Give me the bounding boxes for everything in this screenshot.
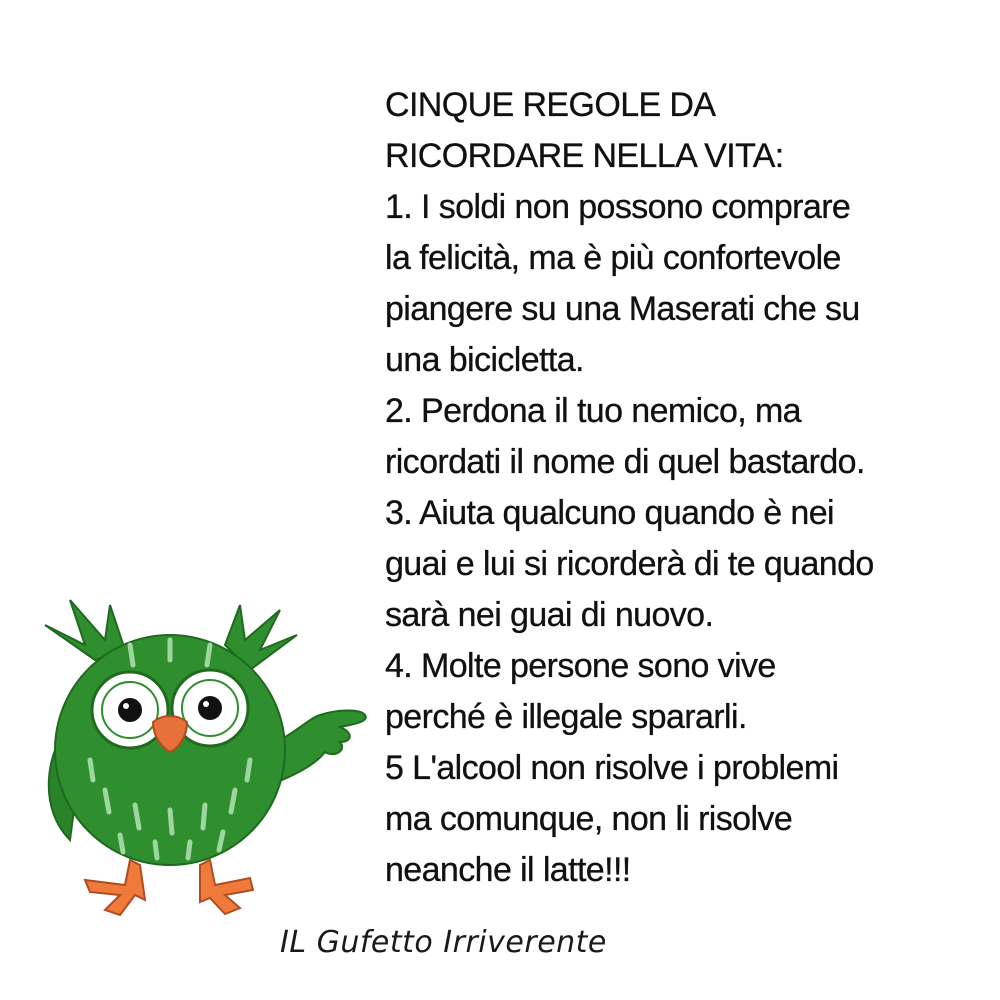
title-line-2: RICORDARE NELLA VITA: <box>385 137 784 175</box>
rule-3-line-2: guai e lui si ricorderà di te quando <box>385 545 874 583</box>
rule-1-line-2: la felicità, ma è più confortevole <box>385 239 841 277</box>
rules-text <box>385 80 995 896</box>
rule-1-line-1: 1. I soldi non possono comprare <box>385 188 851 226</box>
signature: IL Gufetto Irriverente <box>280 925 607 960</box>
rule-2-line-2: ricordati il nome di quel bastardo. <box>385 443 865 481</box>
rule-3-line-1: 3. Aiuta qualcuno quando è nei <box>385 494 834 532</box>
owl-illustration <box>35 590 385 930</box>
rule-1-line-3: piangere su una Maserati che su <box>385 290 860 328</box>
rule-4-line-1: 4. Molte persone sono vive <box>385 647 776 685</box>
rule-5-line-2: ma comunque, non li risolve <box>385 800 793 838</box>
owl-feet <box>85 860 253 915</box>
title-line-1: CINQUE REGOLE DA <box>385 86 716 124</box>
rule-5-line-1: 5 L'alcool non risolve i problemi <box>385 749 839 787</box>
rule-5-line-3: neanche il latte!!! <box>385 851 631 889</box>
rule-2-line-1: 2. Perdona il tuo nemico, ma <box>385 392 801 430</box>
rule-4-line-2: perché è illegale spararli. <box>385 698 747 736</box>
rule-1-line-4: una bicicletta. <box>385 341 584 379</box>
rule-3-line-3: sarà nei guai di nuovo. <box>385 596 714 634</box>
